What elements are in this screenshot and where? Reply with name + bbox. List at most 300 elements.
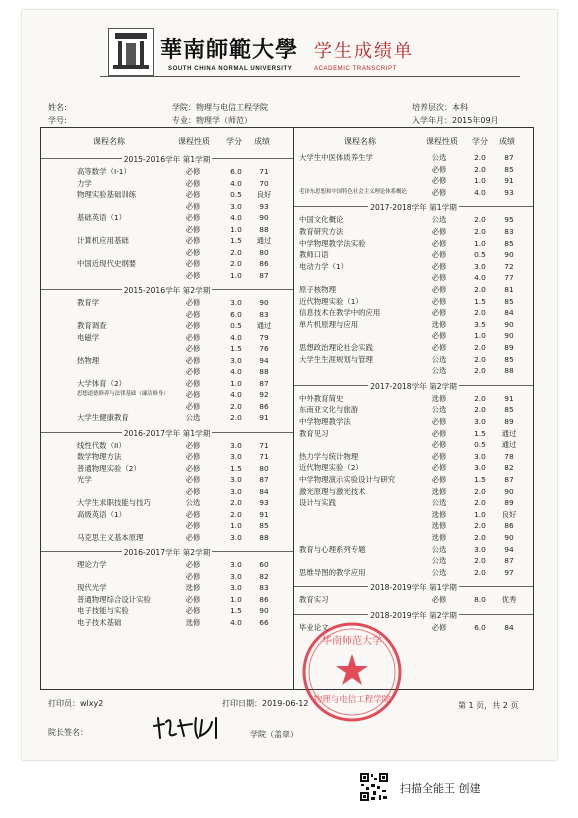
course-row [294, 319, 533, 330]
course-name: 电子技术基础 [77, 617, 122, 627]
course-row [294, 354, 533, 365]
course-row [294, 296, 533, 307]
course-name: 中学物理教学法实验 [299, 238, 366, 248]
course-row [41, 270, 293, 281]
course-name: 教育实习 [299, 595, 329, 605]
course-credit: 2.0 [474, 521, 486, 531]
course-credit: 2.0 [474, 308, 486, 318]
course-score: 76 [259, 344, 269, 353]
course-type: 必修 [185, 509, 201, 519]
course-type: 必修 [185, 440, 201, 450]
course-type: 必修 [431, 250, 447, 260]
header-credit: 学分 [472, 137, 488, 146]
course-type: 必修 [431, 343, 447, 352]
course-type: 必修 [185, 332, 201, 342]
right-column [294, 128, 533, 689]
course-type: 公选 [431, 153, 447, 162]
course-score: 81 [504, 285, 514, 294]
course-row [41, 212, 293, 223]
seal-top-text: 华南师范大学 [322, 636, 382, 647]
course-credit: 2.0 [474, 567, 486, 577]
course-type: 必修 [185, 367, 201, 376]
course-credit: 3.0 [230, 560, 242, 569]
course-name: 电动力学（1） [299, 261, 349, 271]
course-row [294, 365, 533, 376]
course-row [294, 272, 533, 283]
course-credit: 1.0 [474, 238, 486, 248]
header-course-type: 课程性质 [426, 137, 458, 146]
course-credit: 1.5 [474, 475, 486, 484]
course-row [41, 486, 293, 497]
course-type: 必修 [185, 571, 201, 581]
course-credit: 2.0 [230, 247, 242, 257]
course-credit: 0.5 [230, 190, 242, 199]
course-type: 选修 [431, 319, 447, 329]
course-credit: 3.0 [230, 583, 242, 592]
course-credit: 1.0 [230, 270, 242, 280]
course-score: 71 [259, 167, 269, 176]
course-row [41, 594, 293, 605]
course-score: 93 [259, 498, 269, 507]
course-row [41, 332, 293, 343]
course-row [41, 509, 293, 520]
course-row [294, 226, 533, 237]
course-row [294, 330, 533, 341]
course-row [294, 393, 533, 404]
course-type: 必修 [185, 521, 201, 530]
course-credit: 2.0 [474, 215, 486, 225]
course-type: 必修 [185, 378, 201, 388]
qr-code-icon [359, 772, 389, 802]
course-row [294, 594, 533, 605]
course-credit: 1.0 [474, 509, 486, 519]
course-name: 思想政治理论社会实践 [299, 343, 373, 352]
course-credit: 2.0 [230, 401, 242, 411]
course-row [41, 605, 293, 616]
course-row [41, 224, 293, 235]
course-name: 大学生求职技能与技巧 [77, 498, 151, 507]
scanner-watermark: 扫描全能王 创建 [400, 782, 481, 795]
course-score: 77 [504, 273, 514, 283]
course-row [41, 201, 293, 212]
document-title-en: ACADEMIC TRANSCRIPT [314, 66, 397, 72]
course-type: 选修 [431, 393, 447, 403]
course-type: 公选 [431, 544, 447, 554]
course-row [41, 189, 293, 200]
course-type: 必修 [185, 463, 201, 473]
course-name: 单片机原理与应用 [299, 319, 359, 329]
course-credit: 1.5 [230, 463, 242, 473]
college-seal-label: 学院（盖章） [250, 730, 298, 739]
document-title: 学生成绩单 [314, 41, 414, 62]
course-credit: 6.0 [230, 309, 242, 319]
university-crest-icon [108, 28, 154, 76]
course-row [41, 235, 293, 246]
course-score: 80 [259, 247, 269, 257]
course-credit: 3.0 [230, 201, 242, 211]
course-name: 中学物理教学法 [299, 417, 351, 426]
course-type: 必修 [185, 201, 201, 211]
dean-signature [150, 712, 230, 742]
course-type: 选修 [185, 617, 201, 627]
course-type: 必修 [185, 247, 201, 257]
course-type: 必修 [431, 285, 447, 294]
course-type: 必修 [185, 190, 201, 199]
course-credit: 4.0 [230, 367, 242, 376]
grades-table [40, 127, 534, 690]
course-type: 选修 [431, 509, 447, 519]
course-type: 必修 [185, 606, 201, 615]
major-field: 专业：物理学（师范） [172, 116, 252, 125]
course-type: 必修 [185, 236, 201, 245]
course-type: 公选 [185, 413, 201, 422]
course-name: 激光原理与激光技术 [299, 486, 366, 496]
course-name: 热物理 [77, 355, 100, 365]
course-row [294, 567, 533, 578]
course-row [294, 462, 533, 473]
course-name: 中国近现代史纲要 [77, 259, 137, 268]
course-name: 理论力学 [77, 560, 107, 569]
course-score: 90 [504, 533, 514, 542]
course-type: 必修 [431, 428, 447, 438]
term-label: 2018-2019学年 第2学期 [370, 611, 457, 620]
course-row [294, 439, 533, 450]
course-row [41, 178, 293, 189]
course-credit: 0.5 [230, 321, 242, 330]
course-name: 教育与心理系列专题 [299, 544, 366, 554]
course-score: 90 [504, 331, 514, 341]
course-score: 93 [504, 187, 514, 197]
course-score: 66 [259, 617, 269, 627]
course-score: 87 [259, 378, 269, 388]
course-score: 79 [259, 332, 269, 342]
course-credit: 4.0 [230, 332, 242, 342]
course-score: 70 [259, 178, 269, 188]
course-type: 必修 [185, 321, 201, 330]
course-score: 89 [504, 417, 514, 426]
course-row [294, 175, 533, 186]
course-score: 85 [504, 296, 514, 306]
course-score: 88 [259, 532, 269, 542]
course-name: 毕业论文 [299, 623, 329, 632]
course-score: 95 [504, 215, 514, 225]
course-name: 普通物理综合设计实验 [77, 594, 151, 604]
course-credit: 1.5 [230, 606, 242, 615]
course-credit: 2.0 [474, 153, 486, 162]
course-row [41, 309, 293, 320]
course-name: 思想道德修养与法律基础（廉洁修身） [77, 391, 169, 397]
course-row [41, 166, 293, 177]
course-type: 必修 [431, 187, 447, 197]
course-row [294, 520, 533, 531]
course-name: 东南亚文化与旅游 [299, 405, 359, 415]
course-name: 中学物理演示实验设计与研究 [299, 475, 396, 484]
course-type: 必修 [185, 167, 201, 176]
course-score: 93 [259, 201, 269, 211]
course-score: 94 [504, 544, 514, 554]
course-score: 88 [259, 367, 269, 376]
course-score: 85 [259, 521, 269, 530]
course-row [41, 297, 293, 308]
term-label: 2016-2017学年 第1学期 [123, 428, 211, 438]
course-name: 设计与实践 [299, 498, 336, 508]
enroll-field: 入学年月：2015年09月 [412, 116, 499, 125]
course-row [41, 474, 293, 485]
course-credit: 2.0 [474, 556, 486, 566]
course-score: 91 [504, 176, 514, 186]
course-type: 必修 [185, 224, 201, 234]
course-credit: 8.0 [474, 595, 486, 605]
course-name: 高等数学（I-1） [77, 167, 131, 176]
course-score: 91 [504, 393, 514, 403]
course-credit: 4.0 [230, 390, 242, 399]
course-credit: 4.0 [474, 273, 486, 283]
course-row [294, 342, 533, 353]
course-name: 热力学与统计物理 [299, 451, 359, 461]
course-type: 公选 [431, 354, 447, 364]
course-credit: 1.5 [230, 344, 242, 353]
course-name: 马克思主义基本原理 [77, 532, 144, 542]
course-row [41, 378, 293, 389]
course-score: 87 [504, 475, 514, 484]
course-credit: 4.0 [230, 617, 242, 627]
course-type: 必修 [431, 308, 447, 318]
student-id-label: 学号: [48, 116, 67, 125]
course-score: 86 [259, 259, 269, 268]
course-row [294, 152, 533, 163]
course-name: 物理实验基础训练 [77, 190, 137, 199]
course-row [41, 355, 293, 366]
course-credit: 3.0 [474, 463, 486, 473]
course-type: 公选 [431, 405, 447, 415]
course-row [294, 164, 533, 175]
header-score: 成绩 [254, 137, 270, 146]
term-header [294, 381, 533, 391]
course-type: 必修 [185, 401, 201, 411]
header-course-name: 课程名称 [93, 137, 125, 146]
course-name: 力学 [77, 178, 92, 188]
term-header [294, 203, 533, 213]
course-credit: 6.0 [230, 167, 242, 176]
course-row [294, 544, 533, 555]
course-score: 92 [259, 390, 269, 399]
course-name: 教育研究方法 [299, 227, 344, 236]
course-credit: 6.0 [474, 623, 486, 632]
course-score: 通过 [501, 428, 517, 438]
course-score: 87 [259, 475, 269, 484]
course-credit: 2.0 [230, 509, 242, 519]
header-course-name: 课程名称 [344, 137, 376, 146]
course-type: 必修 [185, 344, 201, 353]
course-score: 87 [504, 153, 514, 162]
course-score: 通过 [256, 236, 272, 245]
course-score: 97 [504, 567, 514, 577]
course-credit: 3.0 [230, 452, 242, 461]
course-type: 必修 [185, 390, 201, 399]
course-row [41, 571, 293, 582]
course-type: 必修 [431, 451, 447, 461]
course-credit: 2.0 [474, 498, 486, 508]
course-score: 86 [259, 594, 269, 604]
course-credit: 0.5 [474, 440, 486, 450]
course-credit: 3.0 [230, 571, 242, 581]
course-row [294, 451, 533, 462]
course-score: 85 [504, 354, 514, 364]
course-name: 中国文化概论 [299, 215, 344, 225]
course-credit: 1.5 [474, 296, 486, 306]
course-row [294, 238, 533, 249]
course-credit: 2.0 [230, 259, 242, 268]
course-name: 教育见习 [299, 428, 329, 438]
course-credit: 2.0 [230, 498, 242, 507]
course-credit: 2.0 [474, 164, 486, 174]
course-score: 优秀 [501, 595, 517, 605]
course-name: 近代物理实验（1） [299, 296, 363, 306]
term-header [41, 428, 293, 438]
course-type: 必修 [431, 164, 447, 174]
course-row [294, 214, 533, 225]
course-row [41, 497, 293, 508]
course-row [294, 555, 533, 566]
course-credit: 3.0 [230, 298, 242, 307]
course-name: 基础英语（1） [77, 213, 127, 222]
course-score: 良好 [256, 190, 272, 199]
course-score: 84 [504, 308, 514, 318]
course-type: 必修 [431, 463, 447, 473]
course-row [294, 497, 533, 508]
course-score: 88 [504, 366, 514, 376]
university-name-en: SOUTH CHINA NORMAL UNIVERSITY [168, 66, 293, 72]
course-type: 公选 [431, 215, 447, 225]
course-score: 83 [504, 227, 514, 236]
course-type: 必修 [431, 261, 447, 271]
course-type: 公选 [431, 567, 447, 577]
course-score: 78 [504, 451, 514, 461]
course-score: 71 [259, 452, 269, 461]
course-row [41, 343, 293, 354]
course-row [41, 389, 293, 400]
course-credit: 2.0 [474, 486, 486, 496]
course-type: 必修 [431, 273, 447, 283]
term-label: 2016-2017学年 第2学期 [123, 548, 211, 557]
course-type: 必修 [185, 298, 201, 307]
course-row [41, 532, 293, 543]
course-name: 大学生生涯规划与管理 [299, 354, 373, 364]
course-credit: 2.0 [474, 227, 486, 236]
course-type: 必修 [431, 227, 447, 236]
course-score: 94 [259, 355, 269, 365]
course-score: 88 [259, 224, 269, 234]
course-score: 良好 [501, 509, 517, 519]
course-row [41, 520, 293, 531]
course-row [294, 187, 533, 198]
term-header [294, 611, 533, 620]
course-score: 80 [259, 463, 269, 473]
course-type: 必修 [431, 440, 447, 450]
course-score: 91 [259, 413, 269, 422]
university-name-cn: 華南師範大學 [160, 37, 299, 63]
seal-bottom-text: 物理与电信工程学院 [313, 695, 391, 705]
term-header [294, 583, 533, 593]
term-label: 2017-2018学年 第1学期 [370, 203, 457, 213]
course-credit: 3.0 [474, 417, 486, 426]
course-name: 数学物理方法 [77, 452, 122, 461]
course-score: 83 [259, 309, 269, 319]
course-score: 60 [259, 560, 269, 569]
term-label: 2017-2018学年 第2学期 [370, 381, 457, 391]
course-credit: 1.0 [474, 331, 486, 341]
course-row [41, 401, 293, 412]
course-type: 必修 [185, 475, 201, 484]
print-date-field: 打印日期：2019-06-12 [222, 699, 309, 708]
course-row [294, 404, 533, 415]
course-row [294, 509, 533, 520]
course-credit: 3.0 [474, 544, 486, 554]
course-credit: 3.0 [474, 261, 486, 271]
course-credit: 1.0 [230, 594, 242, 604]
course-score: 90 [259, 298, 269, 307]
level-field: 培养层次：本科 [412, 103, 468, 112]
course-score: 87 [504, 556, 514, 566]
dean-signature-label: 院长签名： [48, 728, 88, 737]
course-credit: 1.0 [230, 378, 242, 388]
printer-field: 打印员：wlxy2 [48, 699, 104, 708]
page-indicator: 第 1 页，共 2 页 [458, 701, 519, 710]
course-score: 82 [504, 463, 514, 473]
course-name: 教师口语 [299, 250, 329, 260]
course-score: 72 [504, 261, 514, 271]
course-credit: 2.0 [474, 285, 486, 294]
course-row [294, 416, 533, 427]
course-score: 90 [259, 213, 269, 222]
header-course-type: 课程性质 [178, 137, 210, 146]
course-credit: 1.0 [230, 521, 242, 530]
course-credit: 2.0 [474, 366, 486, 376]
course-type: 必修 [185, 532, 201, 542]
course-credit: 3.0 [230, 355, 242, 365]
course-type: 选修 [431, 533, 447, 542]
course-score: 83 [259, 583, 269, 592]
course-type: 必修 [431, 296, 447, 306]
course-score: 89 [504, 343, 514, 352]
course-row [41, 258, 293, 269]
course-type: 选修 [185, 583, 201, 592]
course-name: 教育学 [77, 298, 100, 307]
course-score: 85 [504, 164, 514, 174]
course-name: 高级英语（1） [77, 509, 127, 519]
course-score: 85 [504, 405, 514, 415]
course-credit: 1.0 [474, 176, 486, 186]
course-row [41, 440, 293, 451]
term-label: 2018-2019学年 第1学期 [370, 583, 457, 593]
course-credit: 1.5 [230, 236, 242, 245]
course-type: 必修 [185, 452, 201, 461]
course-name: 教育调查 [77, 321, 107, 330]
course-credit: 3.0 [230, 532, 242, 542]
official-seal [300, 620, 404, 724]
term-header [41, 155, 293, 164]
term-header [41, 548, 293, 557]
course-score: 91 [259, 509, 269, 519]
course-name: 电磁学 [77, 332, 100, 342]
college-field: 学院：物理与电信工程学院 [172, 103, 268, 112]
course-type: 必修 [431, 623, 447, 632]
course-name: 近代物理实验（2） [299, 463, 363, 473]
header-score: 成绩 [499, 137, 515, 146]
course-row [41, 559, 293, 570]
name-label: 姓名: [48, 103, 67, 112]
course-score: 84 [504, 623, 514, 632]
